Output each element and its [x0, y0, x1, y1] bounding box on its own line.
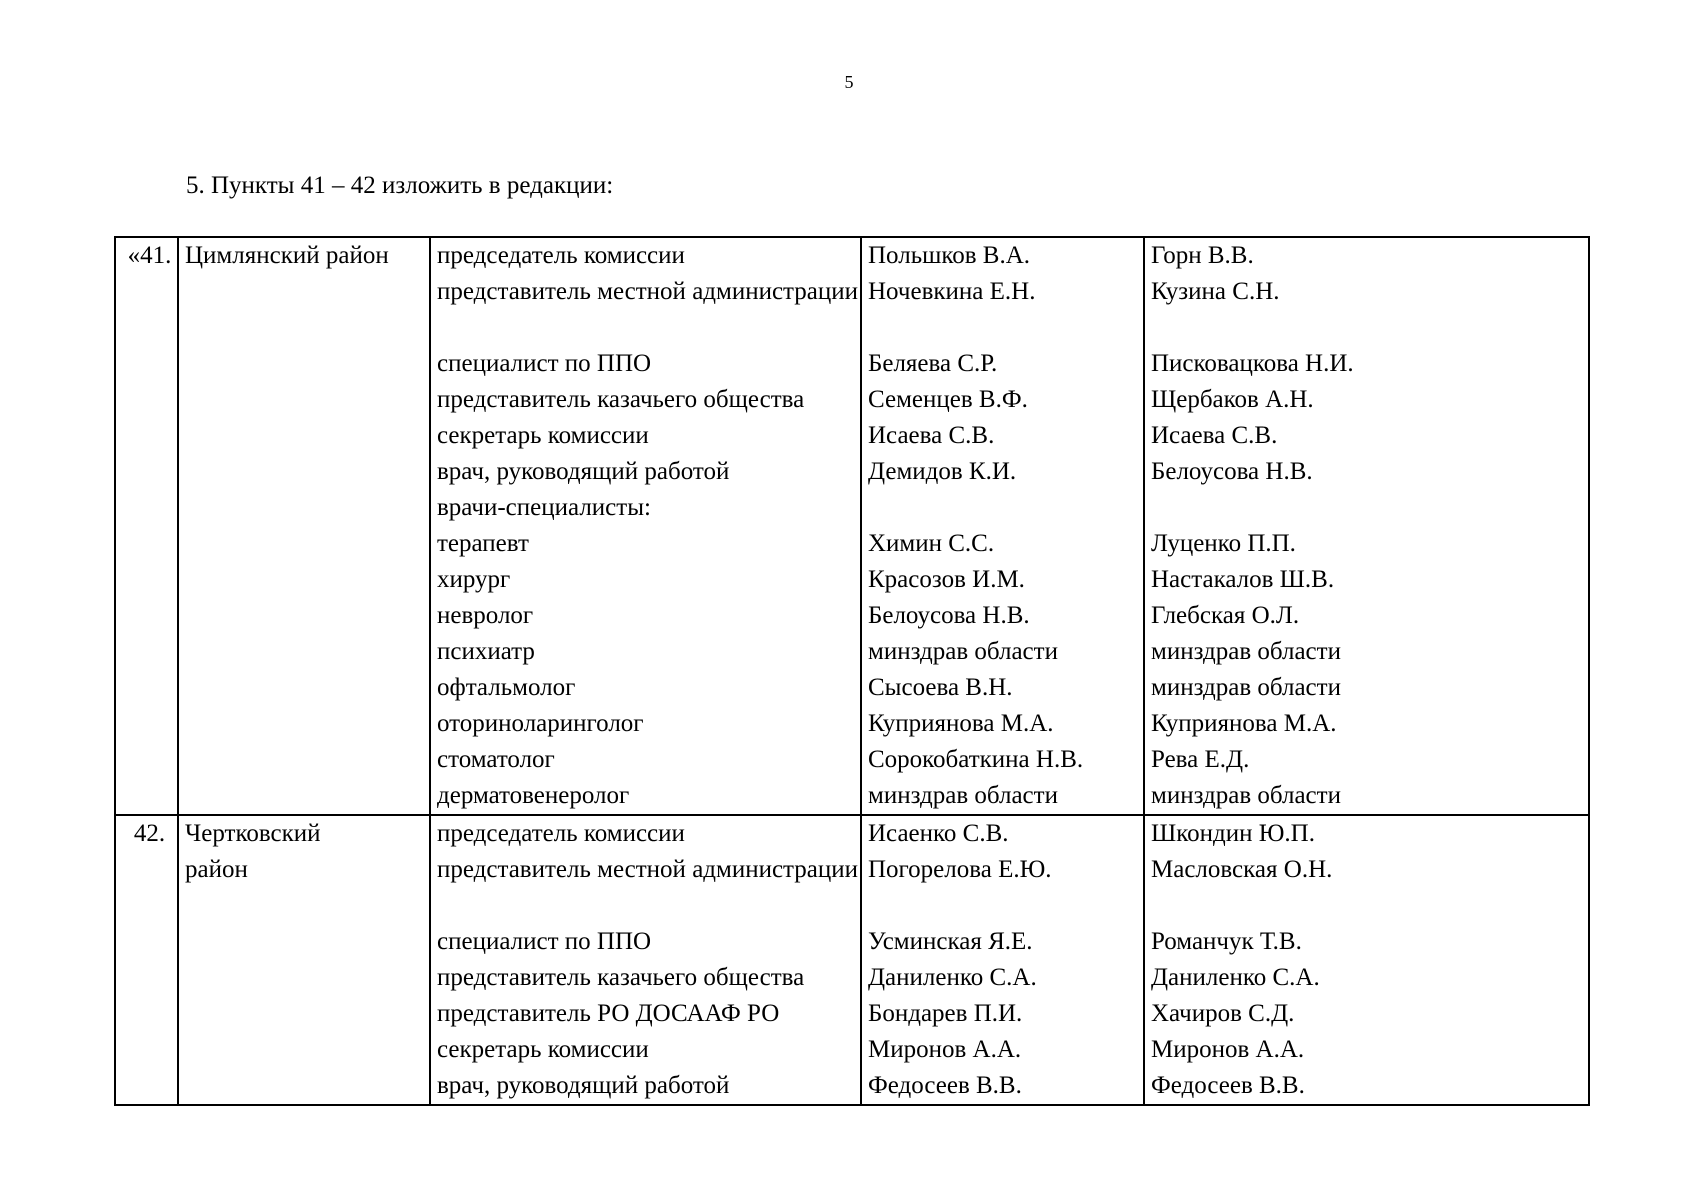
role-line: терапевт: [437, 530, 529, 557]
reserve-line: минздрав области: [1151, 782, 1341, 809]
role-line: председатель комиссии: [437, 820, 685, 847]
member-line: Куприянова М.А.: [868, 710, 1054, 737]
member-line: Усминская Я.Е.: [868, 928, 1033, 955]
district-cell: [178, 237, 430, 815]
reserve-line: Шкондин Ю.П.: [1151, 820, 1315, 847]
reserve-line: Писковацкова Н.И.: [1151, 350, 1354, 377]
reserve-line: Даниленко С.А.: [1151, 964, 1320, 991]
section-number-text: «41.: [127, 242, 172, 269]
member-line: Бондарев П.И.: [868, 1000, 1023, 1027]
role-cell: [430, 815, 861, 1105]
member-line: Польшков В.А.: [868, 242, 1031, 269]
member-line: Миронов А.А.: [868, 1036, 1022, 1063]
role-line: секретарь комиссии: [437, 422, 649, 449]
member-line: Исаенко С.В.: [868, 820, 1009, 847]
district-name: район: [185, 856, 248, 883]
district-cell: [178, 815, 430, 1105]
role-line: оториноларинголог: [437, 710, 644, 737]
member-line: Демидов К.И.: [868, 458, 1017, 485]
role-line: стоматолог: [437, 746, 555, 773]
role-line: представитель РО ДОСААФ РО: [437, 1000, 780, 1027]
reserve-line: Луценко П.П.: [1151, 530, 1296, 557]
section-row: [115, 815, 1589, 1105]
role-cell: [430, 237, 861, 815]
member-line: минздрав области: [868, 782, 1058, 809]
role-line: офтальмолог: [437, 674, 576, 701]
member-line: Сорокобаткина Н.В.: [868, 746, 1084, 773]
member-line: Химин С.С.: [868, 530, 995, 557]
member-line: Красозов И.М.: [868, 566, 1025, 593]
role-line: представитель казачьего общества: [437, 964, 805, 991]
reserve-line: Щербаков А.Н.: [1151, 386, 1314, 413]
member-cell: [861, 815, 1144, 1105]
member-line: Погорелова Е.Ю.: [868, 856, 1052, 883]
reserve-line: Федосеев В.В.: [1151, 1072, 1305, 1099]
section-number: [115, 237, 178, 815]
role-line: представитель казачьего общества: [437, 386, 805, 413]
reserve-line: Куприянова М.А.: [1151, 710, 1337, 737]
member-line: Ночевкина Е.Н.: [868, 278, 1036, 305]
commission-table: [114, 236, 1590, 1106]
role-line: врач, руководящий работой: [437, 458, 730, 485]
reserve-cell: [1144, 237, 1589, 815]
role-line: врач, руководящий работой: [437, 1072, 730, 1099]
reserve-cell: [1144, 815, 1589, 1105]
reserve-line: [1151, 490, 1588, 526]
role-line: психиатр: [437, 638, 535, 665]
intro-text: 5. Пункты 41 – 42 изложить в редакции:: [186, 172, 614, 199]
reserve-line: Глебская О.Л.: [1151, 602, 1300, 629]
reserve-line: Романчук Т.В.: [1151, 928, 1302, 955]
reserve-line: Масловская О.Н.: [1151, 856, 1333, 883]
reserve-line: Настакалов Ш.В.: [1151, 566, 1335, 593]
role-line: представитель местной администрации: [437, 278, 859, 305]
reserve-line: минздрав области: [1151, 638, 1341, 665]
reserve-line: Рева Е.Д.: [1151, 746, 1250, 773]
member-line: Исаева С.В.: [868, 422, 995, 449]
member-line: Даниленко С.А.: [868, 964, 1037, 991]
member-line: Федосеев В.В.: [868, 1072, 1022, 1099]
page-number: 5: [844, 72, 854, 92]
member-line: Сысоева В.Н.: [868, 674, 1013, 701]
section-number-text: 42.: [133, 820, 166, 847]
role-line: невролог: [437, 602, 534, 629]
member-line: Беляева С.Р.: [868, 350, 998, 377]
reserve-line: Горн В.В.: [1151, 242, 1254, 269]
reserve-line: Исаева С.В.: [1151, 422, 1278, 449]
role-line: председатель комиссии: [437, 242, 685, 269]
district-name: Чертковский: [185, 820, 321, 847]
member-line: [868, 490, 1143, 526]
member-line: Белоусова Н.В.: [868, 602, 1030, 629]
reserve-line: Хачиров С.Д.: [1151, 1000, 1295, 1027]
role-line: секретарь комиссии: [437, 1036, 649, 1063]
role-line: специалист по ППО: [437, 350, 652, 377]
member-line: Семенцев В.Ф.: [868, 386, 1028, 413]
section-number: [115, 815, 178, 1105]
role-line: врачи-специалисты:: [437, 494, 651, 521]
district-name: Цимлянский район: [185, 242, 389, 269]
role-line: дерматовенеролог: [437, 782, 630, 809]
reserve-line: Кузина С.Н.: [1151, 278, 1280, 305]
member-line: минздрав области: [868, 638, 1058, 665]
section-row: [115, 237, 1589, 815]
reserve-line: Миронов А.А.: [1151, 1036, 1305, 1063]
role-line: специалист по ППО: [437, 928, 652, 955]
reserve-line: Белоусова Н.В.: [1151, 458, 1313, 485]
reserve-line: минздрав области: [1151, 674, 1341, 701]
role-line: представитель местной администрации: [437, 856, 859, 883]
member-cell: [861, 237, 1144, 815]
role-line: хирург: [437, 566, 511, 593]
